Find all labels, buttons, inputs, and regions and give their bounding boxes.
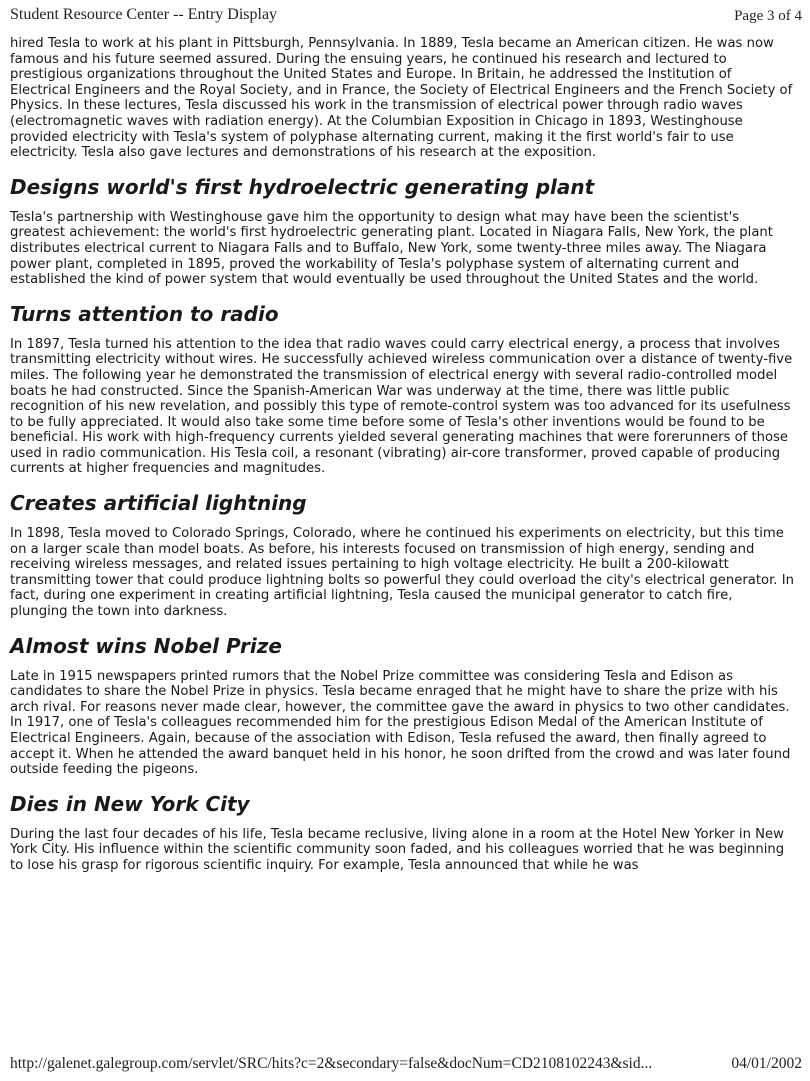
section-heading: Creates artificial lightning	[10, 491, 307, 516]
section-death	[10, 792, 794, 874]
document-title: Student Resource Center -- Entry Display	[10, 6, 278, 23]
section-heading: Turns attention to radio	[10, 301, 279, 326]
intro-paragraph: hired Tesla to work at his plant in Pittsburgh, Pennsylvania. In 1889, Tesla became an American citizen. He was now famous and his future seemed assured. During the ensuing years, he continued his research and lectured to prestigious organizations throughout the United States and Europe. In Britain, he addressed the Institution of Electrical Engineers and the Royal Society, and in France, the Society of Electrical Engineers and the French Society of Physics. In these lectures, Tesla discussed his work in the transmission of electrical power through radio waves (electromagnetic waves with radiation energy). At the Columbian Exposition in Chicago in 1893, Westinghouse provided electricity with Tesla's system of polyphase alternating current, making it the first world's fair to use electricity. Tesla also gave lectures and demonstrations of his research at the exposition.	[10, 36, 793, 161]
section-paragraph: Late in 1915 newspapers printed rumors that the Nobel Prize committee was considering Tesla and Edison as candidates to share the Nobel Prize in physics. Tesla became enraged that he might have to share the prize with his arch rival. For reasons never made clear, however, the committee gave the award in physics to two other candidates. In 1917, one of Tesla's colleagues recommended him for the prestigious Edison Medal of the American Institute of Electrical Engineers. Again, because of the association with Edison, Tesla refused the award, then finally agreed to accept it. When he attended the award banquet held in his honor, he soon drifted from the crowd and was later found outside feeding the pigeons.	[10, 668, 791, 778]
print-footer	[10, 1055, 802, 1075]
section-paragraph: Tesla's partnership with Westinghouse gave him the opportunity to design what may have been the scientist's greatest achievement: the world's first hydroelectric generating plant. Located in Niagara Falls, New York, the plant distributes electrical current to Niagara Falls and to Buffalo, New York, some twenty-three miles away. The Niagara power plant, completed in 1895, proved the workability of Tesla's polyphase system of alternating current and established the kind of power system that would eventually be used throughout the United States and the world.	[10, 209, 773, 288]
print-header	[10, 2, 802, 28]
section-heading: Designs world's first hydroelectric generating plant	[10, 174, 595, 199]
section-hydroelectric	[10, 175, 794, 288]
section-paragraph: In 1897, Tesla turned his attention to the idea that radio waves could carry electrical energy, a process that involves transmitting electricity without wires. He successfully achieved wireless communication over a distance of twenty-five miles. The following year he demonstrated the transmission of electrical energy with several radio-controlled model boats he had constructed. Since the Spanish-American War was underway at the time, there was little public recognition of his new revelation, and possibly this type of remote-control system was too advanced for its usefulness to be fully appreciated. It would also take some time before some of Tesla's other inventions would be found to be beneficial. His work with high-frequency currents yielded several generating machines that were forerunners of those used in radio communication. His Tesla coil, a resonant (vibrating) air-core transformer, proved capable of producing currents at higher frequencies and magnitudes.	[10, 336, 793, 477]
section-heading: Almost wins Nobel Prize	[10, 633, 282, 658]
section-radio	[10, 302, 794, 477]
section-paragraph: In 1898, Tesla moved to Colorado Springs, Colorado, where he continued his experiments on electricity, but this time on a larger scale than model boats. As before, his interests focused on transmission of high energy, sending and receiving wireless messages, and related issues pertaining to high voltage electricity. He built a 200-kilowatt transmitting tower that could produce lightning bolts so powerful they could overload the city's electrical generator. In fact, during one experiment in creating artificial lightning, Tesla caused the municipal generator to catch fire, plunging the town into darkness.	[10, 526, 794, 620]
section-heading: Dies in New York City	[10, 791, 250, 816]
section-lightning	[10, 491, 794, 620]
page-number: Page 3 of 4	[734, 8, 802, 24]
article-body	[10, 36, 794, 874]
section-nobel	[10, 634, 794, 778]
print-date: 04/01/2002	[731, 1055, 802, 1072]
source-url: http://galenet.galegroup.com/servlet/SRC/hits?c=2&secondary=false&docNum=CD2108102243&sid...	[10, 1055, 653, 1072]
section-paragraph: During the last four decades of his life, Tesla became reclusive, living alone in a room at the Hotel New Yorker in New York City. His influence within the scientific community soon faded, and his colleagues worried that he was beginning to lose his grasp for rigorous scientific inquiry. For example, Tesla announced that while he was	[10, 826, 785, 873]
